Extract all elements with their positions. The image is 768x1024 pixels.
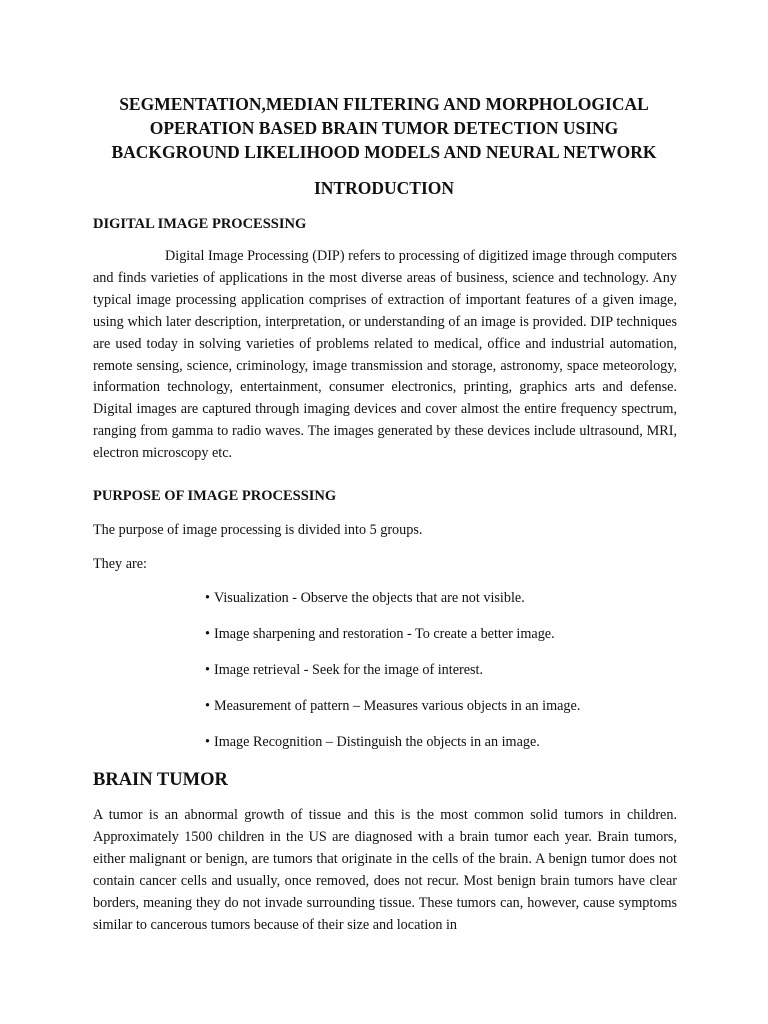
dip-paragraph: Digital Image Processing (DIP) refers to processing of digitized image through computers and finds varieties of applications in the most diverse areas of business, science and technology. Any typical image processing application comprises of extraction of important features of a given image, using which later description, interpretation, or understanding of an image is provided. DIP techniques are used today in solving varieties of problems related to medical, office and industrial automation, remote sensing, science, criminology, image transmission and storage, astronomy, space meteorology, information technology, entertainment, consumer electronics, printing, graphics arts and defense. Digital images are captured through imaging devices and cover almost the entire frequency spectrum, ranging from gamma to radio waves. The images generated by these devices include ultrasound, MRI, electron microscopy etc.	[93, 248, 677, 462]
title-line-1: SEGMENTATION,MEDIAN FILTERING AND MORPHOLOGICAL	[119, 94, 649, 114]
list-item	[205, 660, 483, 680]
purpose-intro: The purpose of image processing is divided into 5 groups.	[93, 522, 423, 538]
list-item	[205, 588, 525, 608]
document-title	[60, 92, 708, 164]
list-item	[205, 696, 580, 716]
list-item-text: Image sharpening and restoration - To create a better image.	[213, 626, 555, 642]
list-item	[205, 732, 540, 752]
introduction-heading: INTRODUCTION	[313, 178, 455, 198]
bullet-icon: •	[205, 590, 210, 606]
bullet-icon: •	[205, 626, 210, 642]
purpose-heading: PURPOSE OF IMAGE PROCESSING	[93, 488, 337, 504]
list-item-text: Image retrieval - Seek for the image of interest.	[213, 662, 484, 678]
dip-heading: DIGITAL IMAGE PROCESSING	[93, 216, 307, 232]
bullet-icon: •	[205, 698, 210, 714]
title-line-2: OPERATION BASED BRAIN TUMOR DETECTION USING	[149, 118, 619, 138]
brain-tumor-paragraph: A tumor is an abnormal growth of tissue and this is the most common solid tumors in children. Approximately 1500 children in the US are diagnosed with a brain tumor each year. Brain tumors, either malignant or benign, are tumors that originate in the cells of the brain. A benign tumor does not contain cancer cells and usually, once removed, does not recur. Most benign brain tumors have clear borders, meaning they do not invade surrounding tissue. These tumors can, however, cause symptoms similar to cancerous tumors because of their size and location in	[93, 807, 677, 933]
bullet-icon: •	[205, 734, 210, 750]
bullet-icon: •	[205, 662, 210, 678]
list-item-text: Measurement of pattern – Measures various objects in an image.	[213, 698, 581, 714]
list-item-text: Image Recognition – Distinguish the objects in an image.	[213, 734, 540, 750]
brain-tumor-heading: BRAIN TUMOR	[93, 770, 228, 790]
list-item-text: Visualization - Observe the objects that are not visible.	[213, 590, 525, 606]
they-are-label: They are:	[93, 556, 147, 572]
title-line-3: BACKGROUND LIKELIHOOD MODELS AND NEURAL NETWORK	[111, 142, 657, 162]
list-item	[205, 624, 555, 644]
